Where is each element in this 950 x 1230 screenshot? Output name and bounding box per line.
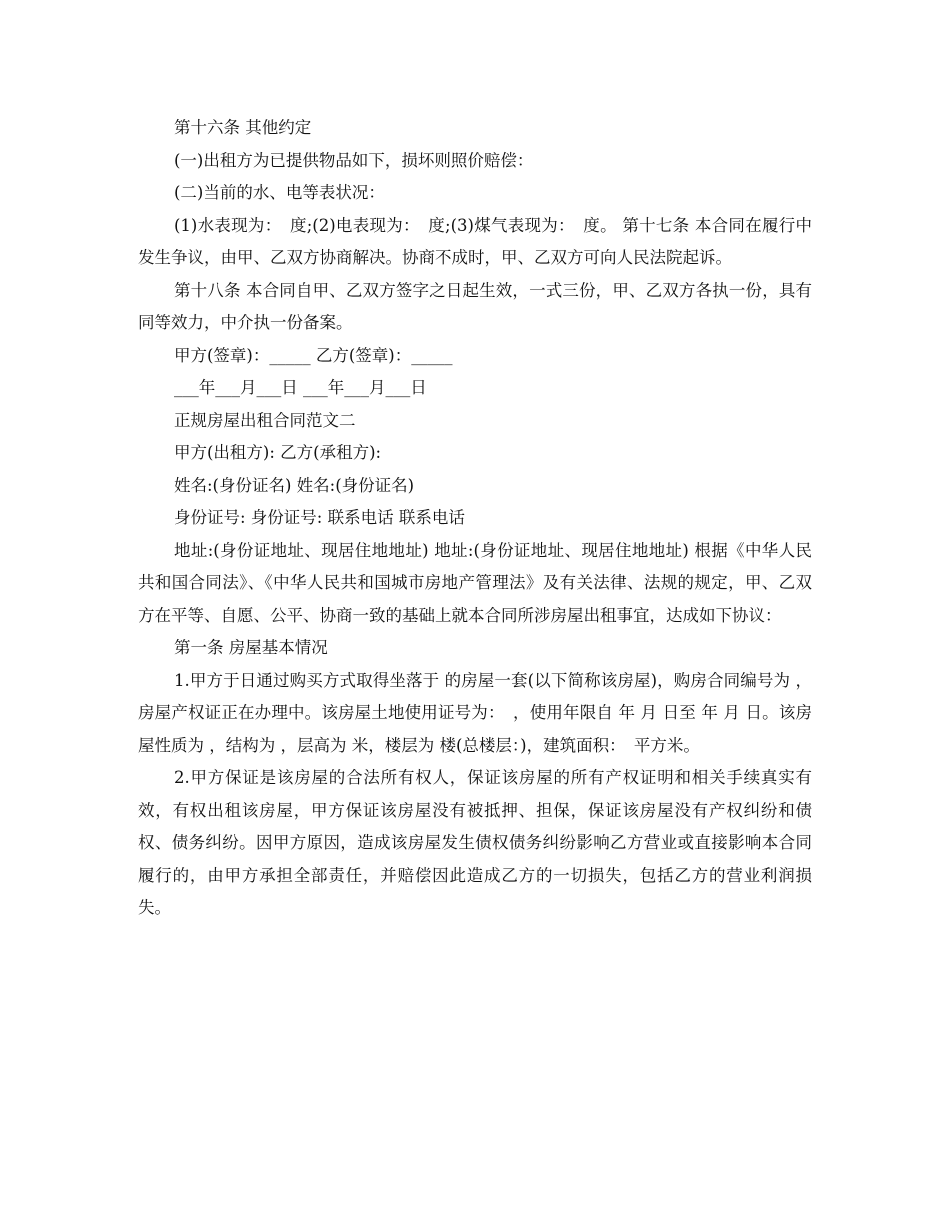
article-1-item-2: 2.甲方保证是该房屋的合法所有权人，保证该房屋的所有产权证明和相关手续真实有效，有权出租该房屋，甲方保证该房屋没有被抵押、担保，保证该房屋没有产权纠纷和债权、债务纠纷。因甲方原因，造成该房屋发生债权债务纠纷影响乙方营业或直接影响本合同履行的，由甲方承担全部责任，并赔偿因此造成乙方的一切损失，包括乙方的营业利润损失。 xyxy=(138,768,812,917)
signature-line: 甲方(签章)：_____ 乙方(签章)：_____ xyxy=(174,345,453,365)
document-page xyxy=(138,112,812,925)
date-line: ___年___月___日 ___年___月___日 xyxy=(174,378,427,397)
address-and-preamble: 地址:(身份证地址、现居住地地址) 地址:(身份证地址、现居住地地址) 根据《中华人民共和国合同法》、《中华人民共和国城市房地产管理法》及有关法律、法规的规定，甲、乙双方在平等、自愿、公平、协商一致的基础上就本合同所涉房屋出租事宜，达成如下协议： xyxy=(138,540,812,625)
parties-line: 甲方(出租方): 乙方(承租方): xyxy=(174,443,382,462)
meter-readings-and-article-17: (1)水表现为： 度;(2)电表现为： 度;(3)煤气表现为： 度。 第十七条 本合同在履行中发生争议，由甲、乙双方协商解决。协商不成时，甲、乙双方可向人民法院起诉。 xyxy=(138,215,812,267)
article-18-paragraph: 第十八条 本合同自甲、乙双方签字之日起生效，一式三份，甲、乙双方各执一份，具有同等效力，中介执一份备案。 xyxy=(138,280,812,332)
id-contact-line: 身份证号: 身份证号: 联系电话 联系电话 xyxy=(174,508,465,527)
article-1-heading: 第一条 房屋基本情况 xyxy=(174,638,328,657)
article-1-item-1: 1.甲方于日通过购买方式取得坐落于 的房屋一套(以下简称该房屋)，购房合同编号为 ，房屋产权证正在办理中。该房屋土地使用证号为： ，使用年限自 年 月 日至 年 月 日。该房屋性质为 ，结构为 ，层高为 米，楼层为 楼(总楼层：)，建筑面积： 平方米。 xyxy=(138,670,812,755)
meter-status-clause: (二)当前的水、电等表状况： xyxy=(174,183,385,202)
section-title: 正规房屋出租合同范文二 xyxy=(174,410,356,430)
article-16-heading: 第十六条 其他约定 xyxy=(174,118,312,137)
names-line: 姓名:(身份证名) 姓名:(身份证名) xyxy=(174,475,415,495)
provided-items-clause: (一)出租方为已提供物品如下，损坏则照价赔偿： xyxy=(174,150,534,170)
